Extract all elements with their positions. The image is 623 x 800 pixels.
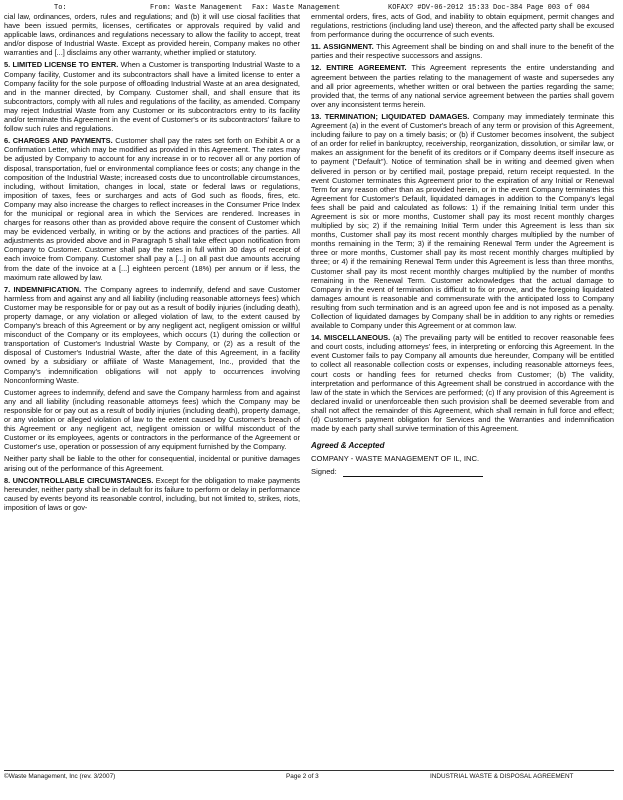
- paragraph: [4, 454, 300, 472]
- section-text: When a Customer is transporting Industrial Waste to a Company facility, Customer and its subcontractors shall have a limited license to enter a Company facility for the sole purpose of offloading Industrial Waste at an area designated, and in the manner directed, by Company. Customer shall, and shall ensure that its subcontractors, comply with all rules and regulations of the facility, as amended. Company may reject Industrial Waste from any Customer or its subcontractors entry to its facility and/or terminate this Agreement in the event of Customer's or its subcontractors' failure to follow such rules and regulations.: [4, 60, 300, 134]
- footer-copyright: ©Waste Management, Inc (rev. 3/2007): [4, 773, 116, 780]
- section-title: 5. LIMITED LICENSE TO ENTER.: [4, 60, 119, 70]
- section-title: 12. ENTIRE AGREEMENT.: [311, 63, 407, 73]
- company-name: COMPANY - WASTE MANAGEMENT OF IL, INC.: [311, 454, 480, 464]
- section-title: 6. CHARGES AND PAYMENTS.: [4, 136, 113, 146]
- section-text: The Company agrees to indemnify, defend and save Customer harmless from and against any and all liability (including reasonable attorneys fees) which Customer may be responsible for or pay out as a result of bodily injuries (including death), property damage, or any violation or alleged violation of law, to the extent caused by Company's breach of this Agreement or by any negligent act, negligent omission or willful misconduct of the Company or its employees, which occurs (1) during the collection or transportation of Customer's Industrial Waste by Company, or (2) as a result of the disposal of Customer's Industrial Waste, after the date of this Agreement, in a facility owned by a subsidiary or affiliate of Waste Management, Inc., provided that the Company's indemnification obligations will not apply to occurrences involving Nonconforming Waste.: [4, 284, 300, 385]
- section-text: Neither party shall be liable to the other for consequential, incidental or punitive damages arising out of the performance of this Agreement.: [4, 454, 300, 473]
- paragraph: [311, 12, 614, 39]
- fax-from: From: Waste Management: [150, 4, 243, 12]
- section-title: 7. INDEMNIFICATION.: [4, 284, 82, 294]
- signature-block: [311, 441, 614, 476]
- paragraph: [4, 136, 300, 282]
- left-column: [4, 12, 300, 515]
- page-footer: [0, 772, 623, 782]
- paragraph: [311, 333, 614, 433]
- paragraph: [4, 60, 300, 133]
- fax-to: To:: [54, 4, 67, 12]
- section-text: Company may immediately terminate this Agreement (a) in the event of Customer's breach of any term or provision of this Agreement, including failure to pay on a timely basis; or (b) if Customer becomes insolvent, the subject of an order for relief in bankruptcy, receivership, reorganization, dissolution, or similar law, or makes an assignment for the benefit of its creditors or if Company deems itself insecure as to payment ("Default"). Notice of termination shall be in writing and deemed given when delivered in person or by certified mail, postage prepaid, return receipt requested. In the event Customer terminates this Agreement prior to the expiration of any Initial or Renewal Term for any reason other than as provided herein, or in the event Company terminates this Agreement for Customer's Default, liquidated damages in addition to the Company's legal fees shall be paid and calculated as follows: 1) if the remaining Initial term under this Agreement is six or more months, Customer shall pay its most recent monthly charges multiplied by six; 2) if the remaining Initial Term under this Agreement is less than six months, Customer shall pay its most recent monthly charges multiplied by the number of months remaining in the Term; 3) if the remaining Renewal Term under the Agreement is three or more months, Customer shall pay its most recent monthly charges multiplied by three; or 4) if the remaining Renewal Term under this Agreement is less than three months, Customer shall pay its most recent monthly charges multiplied by the number of months remaining in the Renewal Term. Customer acknowledges that the actual damage to Company in the event of termination is difficult to fix or prove, and the foregoing liquidated damages amount is reasonable and commensurate with the anticipated loss to Company resulting from such termination and is an agreed upon fee and is not imposed as a penalty. Collection of liquidated damages by Company shall be in addition to any rights or remedies available to Company under this Agreement or at common law.: [311, 111, 614, 331]
- paragraph: [311, 112, 614, 330]
- section-text: Customer agrees to indemnify, defend and save the Company harmless from and against any and all liability (including reasonable attorneys fees) which the Company may be responsible for or pay out as a result of bodily injuries (including death), property damage, or any violation or alleged violation of law to the extent caused by Customer's breach of this Agreement or any negligent act, negligent omission or willful misconduct of the Customer or its employees, agents or contractors in the performance of the Agreement or Customer's use, operation or possession of any equipment furnished by the Company.: [4, 387, 300, 452]
- section-text: ernmental orders, fires, acts of God, and inability to obtain equipment, permit changes and regulations, restrictions (including land use) thereon, and the affected party shall be excused from performance during the occurrence of such events.: [311, 12, 614, 40]
- section-title: 13. TERMINATION; LIQUIDATED DAMAGES.: [311, 111, 470, 121]
- signed-label: Signed:: [311, 467, 337, 477]
- section-text: cial law, ordinances, orders, rules and regulations; and (b) it will use ciosal facilities that have been issued permits, licenses, certificates or approvals required by valid and applicable laws, ordinances and regulations necessary to allow the facility to accept, treat and/or dispose of Industrial Waste. Except as provided herein, Company makes no other warranties and [...] disclaims any other warranty, whether implied or statutory.: [4, 12, 300, 58]
- paragraph: [4, 388, 300, 452]
- section-text: Customer shall pay the rates set forth on Exhibit A or a Confirmation Letter, which may be modified as provided in this Agreement. The rates may be adjusted by Company to account for any increase in or to recover all or any portion of disposal, transportation, fuel or environmental compliance fees or costs; any change in the composition of the Industrial Waste; increased costs due to uncontrollable circumstances, including, without limitation, changes in local, state or federal laws or regulations, imposition of taxes, fees or surcharges and acts of God such as floods, fires, etc. Company may also increase the charges to reflect increases in the Consumer Price Index for the municipal or regional area in which the Services are rendered. Increases in charges for reasons other than as provided above require the consent of Customer which may be evidenced verbally, in writing or by the actions and practices of the parties. All adjustments as provided above and in Paragraph 5 shall take effect upon notification from Company to Customer. Customer shall pay the rates in full within 30 days of receipt of each invoice from Company. Customer shall pay a [...] on all past due amounts accruing from the date of the invoice at a [...] eighteen percent (18%) per annum or if less, the maximum rate allowed by law.: [4, 136, 300, 282]
- agreed-accepted-label: Agreed & Accepted: [311, 441, 385, 451]
- section-text: This Agreement shall be binding on and shall inure to the benefit of the parties and their respective successors and assigns.: [311, 42, 614, 61]
- footer-page-number: Page 2 of 3: [286, 773, 319, 780]
- paragraph: [311, 63, 614, 108]
- paragraph: [311, 42, 614, 60]
- section-text: (a) The prevailing party will be entitled to recover reasonable fees and court costs, including attorneys' fees, in interpreting or enforcing this Agreement. In the event Customer fails to pay Company all amounts due hereunder, Company will be entitled to collect all reasonable collection costs or expenses, including reasonable attorneys fees, court costs or handling fees for returned checks from Customer; (b) The validity, interpretation and performance of this Agreement shall be construed in accordance with the law of the state in which the Services are performed; (c) If any provision of this Agreement is declared invalid or unenforceable then such provision shall be deemed severable from and shall not affect the remainder of this Agreement, which shall remain in full force and effect; (d) Customer's payment obligation for Services and the Warranties and indemnification made by each party shall survive termination of this Agreement.: [311, 333, 614, 434]
- section-title: 14. MISCELLANEOUS.: [311, 333, 391, 343]
- signed-row: [311, 467, 614, 476]
- paragraph: [4, 285, 300, 385]
- right-column: [311, 12, 614, 477]
- fax-stamp: KOFAX? #DV-06-2012 15:33 Doc-384 Page 003 of 004: [388, 4, 590, 12]
- fax-number: Fax: Waste Management: [252, 4, 341, 12]
- section-title: 8. UNCONTROLLABLE CIRCUMSTANCES.: [4, 475, 154, 485]
- paragraph: [4, 12, 300, 57]
- paragraph: [4, 476, 300, 512]
- footer-document-title: INDUSTRIAL WASTE & DISPOSAL AGREEMENT: [430, 773, 574, 780]
- footer-divider: [4, 770, 614, 771]
- signature-line[interactable]: [343, 468, 483, 477]
- section-text: This Agreement represents the entire understanding and agreement between the parties relating to the management of waste and supersedes any and all prior agreements, whether written or oral between the parties regarding the same; provided that, the terms of any national service agreement between the parties shall govern over any inconsistent terms herein.: [311, 63, 614, 109]
- section-title: 11. ASSIGNMENT.: [311, 42, 374, 52]
- section-text: Except for the obligation to make payments hereunder, neither party shall be in default for its failure to perform or delay in performance caused by events beyond its reasonable control, including, but not limited to, strikes, riots, imposition of laws or gov-: [4, 475, 300, 512]
